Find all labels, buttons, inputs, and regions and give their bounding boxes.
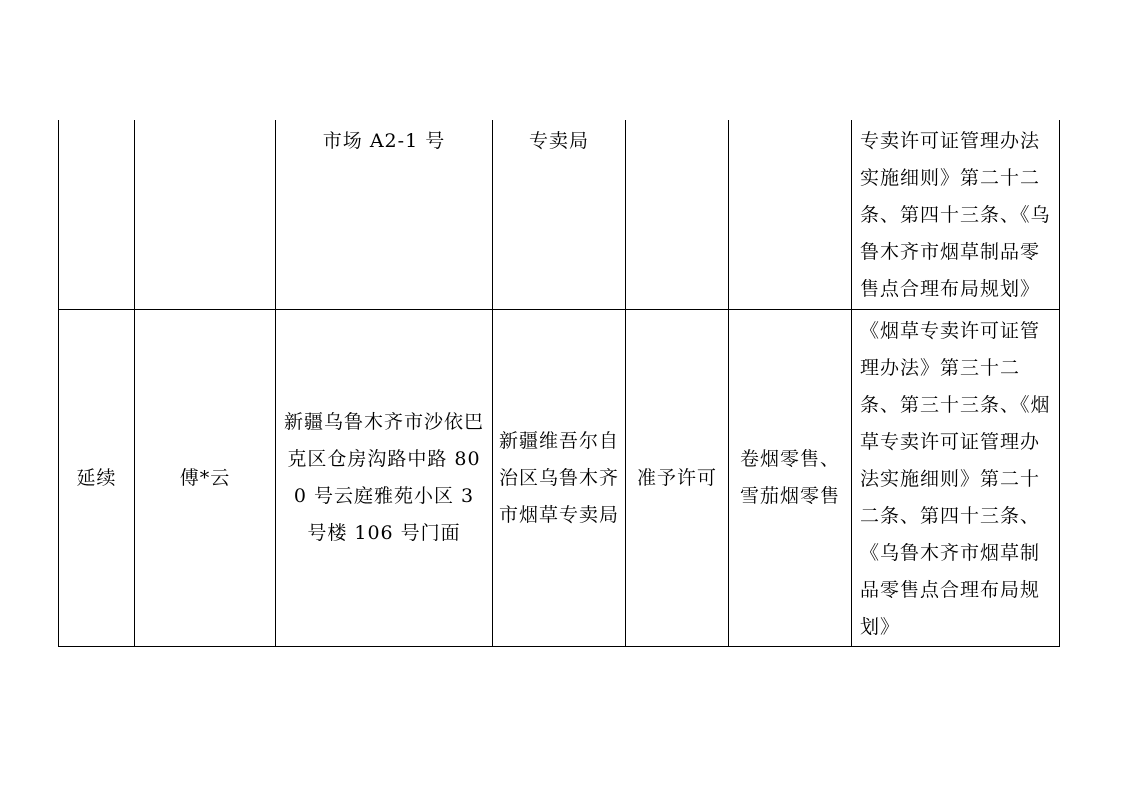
cell-type: 延续 (59, 310, 135, 647)
cell-address: 市场 A2-1 号 (276, 120, 493, 310)
cell-type (59, 120, 135, 310)
cell-authority: 新疆维吾尔自治区乌鲁木齐市烟草专卖局 (493, 310, 626, 647)
cell-basis: 《烟草专卖许可证管理办法》第三十二条、第三十三条、《烟草专卖许可证管理办法实施细则》第二十二条、第四十三条、《乌鲁木齐市烟草制品零售点合理布局规划》 (852, 310, 1060, 647)
table-row (59, 310, 1060, 647)
cell-scope (729, 120, 852, 310)
cell-result: 准予许可 (626, 310, 729, 647)
cell-name (135, 120, 276, 310)
cell-address: 新疆乌鲁木齐市沙依巴克区仓房沟路中路 800 号云庭雅苑小区 3 号楼 106 号门面 (276, 310, 493, 647)
cell-result (626, 120, 729, 310)
cell-scope: 卷烟零售、雪茄烟零售 (729, 310, 852, 647)
license-table (58, 120, 1060, 647)
cell-basis: 专卖许可证管理办法实施细则》第二十二条、第四十三条、《乌鲁木齐市烟草制品零售点合理布局规划》 (852, 120, 1060, 310)
table-row (59, 120, 1060, 310)
cell-authority: 专卖局 (493, 120, 626, 310)
cell-name: 傅*云 (135, 310, 276, 647)
